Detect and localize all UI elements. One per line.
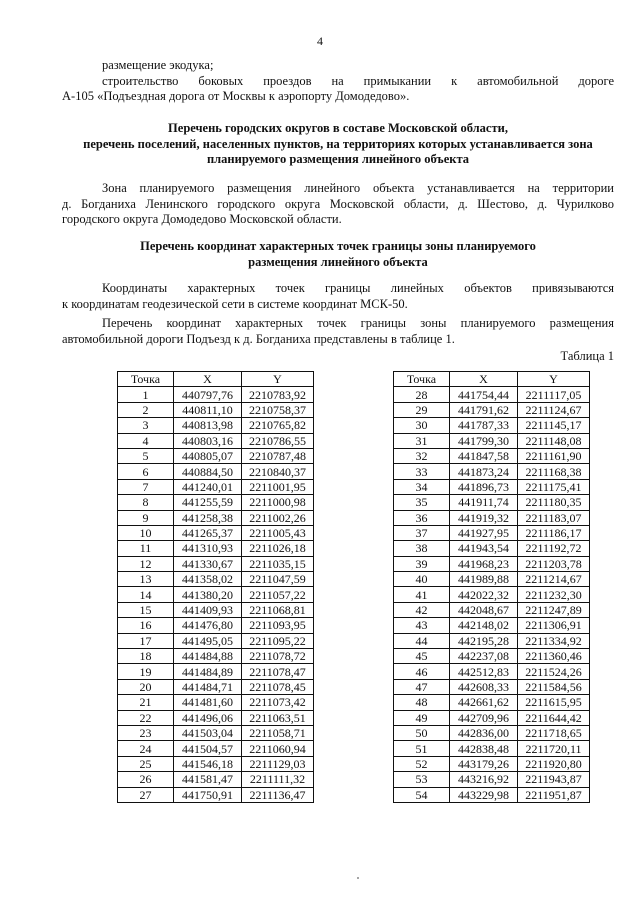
cell-y: 2211035,15 (242, 556, 314, 571)
cell-x: 441484,71 (174, 679, 242, 694)
cell-point: 22 (118, 710, 174, 725)
coords-paragraph (62, 281, 614, 312)
cell-point: 17 (118, 633, 174, 648)
cell-x: 441330,67 (174, 556, 242, 571)
cell-y: 2211068,81 (242, 602, 314, 617)
cell-y: 2211136,47 (242, 787, 314, 802)
zone-line-3: городского округа Домодедово Московской области. (62, 212, 342, 226)
table-row (394, 741, 590, 756)
cell-x: 442237,08 (450, 649, 518, 664)
table-caption: Таблица 1 (560, 349, 614, 363)
cell-x: 442836,00 (450, 725, 518, 740)
cell-y: 2211524,26 (518, 664, 590, 679)
coordinates-table-right (393, 371, 590, 803)
cell-point: 41 (394, 587, 450, 602)
cell-y: 2211111,32 (242, 772, 314, 787)
table-row (118, 787, 314, 802)
cell-x: 441873,24 (450, 464, 518, 479)
cell-point: 27 (118, 787, 174, 802)
cell-point: 42 (394, 602, 450, 617)
table-row (394, 464, 590, 479)
heading-coordinates-line-2: размещения линейного объекта (248, 254, 428, 269)
table-row (118, 741, 314, 756)
cell-point: 4 (118, 433, 174, 448)
cell-point: 18 (118, 649, 174, 664)
list-paragraph (62, 316, 614, 347)
cell-x: 442048,67 (450, 602, 518, 617)
cell-point: 39 (394, 556, 450, 571)
cell-x: 443229,98 (450, 787, 518, 802)
cell-y: 2211063,51 (242, 710, 314, 725)
cell-point: 37 (394, 525, 450, 540)
table-row (118, 695, 314, 710)
cell-y: 2210758,37 (242, 402, 314, 417)
cell-y: 2211095,22 (242, 633, 314, 648)
cell-y: 2211078,45 (242, 679, 314, 694)
cell-y: 2211005,43 (242, 525, 314, 540)
cell-point: 8 (118, 495, 174, 510)
cell-point: 40 (394, 572, 450, 587)
cell-x: 440813,98 (174, 418, 242, 433)
table-row (394, 587, 590, 602)
cell-x: 441989,88 (450, 572, 518, 587)
cell-x: 440805,07 (174, 448, 242, 463)
heading-districts-line-2: перечень поселений, населенных пунктов, на территориях которых устанавливается зона (83, 136, 593, 151)
cell-point: 43 (394, 618, 450, 633)
table-row (118, 495, 314, 510)
cell-y: 2211129,03 (242, 756, 314, 771)
table-row (118, 464, 314, 479)
cell-x: 441310,93 (174, 541, 242, 556)
cell-x: 443216,92 (450, 772, 518, 787)
cell-point: 36 (394, 510, 450, 525)
list-line-2: автомобильной дороги Подъезд к д. Богданиха представлены в таблице 1. (62, 331, 455, 346)
cell-x: 441484,89 (174, 664, 242, 679)
cell-y: 2211180,35 (518, 495, 590, 510)
cell-y: 2211148,08 (518, 433, 590, 448)
table-row (118, 649, 314, 664)
cell-point: 1 (118, 387, 174, 402)
cell-x: 441927,95 (450, 525, 518, 540)
cell-y: 2211000,98 (242, 495, 314, 510)
table-row (394, 572, 590, 587)
table-row (394, 787, 590, 802)
cell-x: 442608,33 (450, 679, 518, 694)
cell-x: 441481,60 (174, 695, 242, 710)
cell-x: 442195,28 (450, 633, 518, 648)
cell-point: 53 (394, 772, 450, 787)
intro-line-2: строительство боковых проездов на примыкании к автомобильной дороге (102, 73, 614, 88)
table-row (394, 602, 590, 617)
scan-speck (357, 877, 359, 879)
table-row (118, 433, 314, 448)
cell-x: 441896,73 (450, 479, 518, 494)
cell-point: 23 (118, 725, 174, 740)
table-body-right (394, 387, 590, 803)
cell-x: 441799,30 (450, 433, 518, 448)
cell-point: 20 (118, 679, 174, 694)
cell-x: 441754,44 (450, 387, 518, 402)
cell-point: 38 (394, 541, 450, 556)
cell-y: 2211247,89 (518, 602, 590, 617)
cell-point: 44 (394, 633, 450, 648)
cell-y: 2211002,26 (242, 510, 314, 525)
cell-point: 12 (118, 556, 174, 571)
intro-line-1: размещение экодука; (102, 58, 214, 72)
cell-point: 13 (118, 572, 174, 587)
list-line-1: Перечень координат характерных точек границы зоны планируемого размещения (102, 316, 614, 330)
cell-x: 441791,62 (450, 402, 518, 417)
cell-y: 2211920,80 (518, 756, 590, 771)
table-row (118, 664, 314, 679)
table-row (394, 710, 590, 725)
header-x: X (450, 372, 518, 387)
table-row (394, 525, 590, 540)
cell-x: 441847,58 (450, 448, 518, 463)
cell-x: 442709,96 (450, 710, 518, 725)
table-row (394, 679, 590, 694)
cell-y: 2211168,38 (518, 464, 590, 479)
cell-y: 2211306,91 (518, 618, 590, 633)
cell-y: 2211951,87 (518, 787, 590, 802)
table-row (394, 756, 590, 771)
cell-x: 443179,26 (450, 756, 518, 771)
table-row (394, 510, 590, 525)
table-row (118, 525, 314, 540)
intro-text (62, 58, 614, 105)
cell-point: 46 (394, 664, 450, 679)
cell-x: 442838,48 (450, 741, 518, 756)
zone-line-1: Зона планируемого размещения линейного объекта устанавливается на территории (102, 181, 614, 195)
cell-x: 441358,02 (174, 572, 242, 587)
cell-point: 3 (118, 418, 174, 433)
cell-point: 29 (394, 402, 450, 417)
table-row (118, 587, 314, 602)
cell-y: 2211047,59 (242, 572, 314, 587)
cell-y: 2211718,65 (518, 725, 590, 740)
table-row (394, 556, 590, 571)
page-number: 4 (317, 34, 323, 48)
cell-y: 2211360,46 (518, 649, 590, 664)
cell-point: 16 (118, 618, 174, 633)
cell-y: 2211145,17 (518, 418, 590, 433)
cell-y: 2211192,72 (518, 541, 590, 556)
cell-y: 2210787,48 (242, 448, 314, 463)
heading-coordinates-line-1: Перечень координат характерных точек границы зоны планируемого (140, 239, 536, 253)
table-row (118, 541, 314, 556)
cell-point: 52 (394, 756, 450, 771)
cell-x: 441968,23 (450, 556, 518, 571)
cell-x: 442022,32 (450, 587, 518, 602)
table-row (118, 510, 314, 525)
cell-point: 47 (394, 679, 450, 694)
cell-point: 34 (394, 479, 450, 494)
heading-districts (62, 121, 614, 168)
cell-y: 2210783,92 (242, 387, 314, 402)
header-x: X (174, 372, 242, 387)
cell-point: 49 (394, 710, 450, 725)
table-row (394, 479, 590, 494)
cell-y: 2211078,47 (242, 664, 314, 679)
cell-x: 441943,54 (450, 541, 518, 556)
table-row (394, 633, 590, 648)
cell-point: 26 (118, 772, 174, 787)
cell-point: 31 (394, 433, 450, 448)
cell-x: 440803,16 (174, 433, 242, 448)
cell-point: 2 (118, 402, 174, 417)
table-row (394, 541, 590, 556)
cell-x: 441495,05 (174, 633, 242, 648)
cell-x: 441504,57 (174, 741, 242, 756)
table-row (118, 772, 314, 787)
table-row (118, 572, 314, 587)
cell-x: 441484,88 (174, 649, 242, 664)
cell-y: 2210840,37 (242, 464, 314, 479)
heading-districts-line-3: планируемого размещения линейного объекта (206, 152, 470, 166)
cell-y: 2210786,55 (242, 433, 314, 448)
cell-point: 5 (118, 448, 174, 463)
table-row (118, 756, 314, 771)
coordinates-table-left (117, 371, 314, 803)
cell-y: 2211060,94 (242, 741, 314, 756)
cell-point: 45 (394, 649, 450, 664)
cell-y: 2211943,87 (518, 772, 590, 787)
cell-point: 32 (394, 448, 450, 463)
table-row (394, 664, 590, 679)
cell-x: 441496,06 (174, 710, 242, 725)
cell-x: 441476,80 (174, 618, 242, 633)
cell-y: 2211720,11 (518, 741, 590, 756)
cell-y: 2211057,22 (242, 587, 314, 602)
cell-y: 2211093,95 (242, 618, 314, 633)
cell-point: 10 (118, 525, 174, 540)
cell-y: 2211073,42 (242, 695, 314, 710)
cell-point: 14 (118, 587, 174, 602)
table-row (394, 725, 590, 740)
cell-point: 15 (118, 602, 174, 617)
table-row (394, 495, 590, 510)
cell-x: 442661,62 (450, 695, 518, 710)
table-row (118, 618, 314, 633)
table-row (118, 602, 314, 617)
heading-coordinates (62, 239, 614, 270)
cell-y: 2211001,95 (242, 479, 314, 494)
cell-x: 441265,37 (174, 525, 242, 540)
coords-line-1: Координаты характерных точек границы линейных объектов привязываются (102, 281, 614, 295)
table-row (394, 649, 590, 664)
table-row (394, 772, 590, 787)
cell-y: 2211124,67 (518, 402, 590, 417)
header-y: Y (242, 372, 314, 387)
table-row (118, 448, 314, 463)
cell-y: 2211026,18 (242, 541, 314, 556)
cell-point: 7 (118, 479, 174, 494)
cell-y: 2211644,42 (518, 710, 590, 725)
cell-point: 24 (118, 741, 174, 756)
header-point: Точка (118, 372, 174, 387)
cell-y: 2211186,17 (518, 525, 590, 540)
cell-point: 11 (118, 541, 174, 556)
table-row (118, 387, 314, 402)
table-row (394, 402, 590, 417)
cell-x: 442512,83 (450, 664, 518, 679)
intro-line-3: А-105 «Подъездная дорога от Москвы к аэропорту Домодедово». (62, 89, 410, 103)
coords-line-2: к координатам геодезической сети в системе координат МСК-50. (62, 296, 408, 311)
cell-point: 54 (394, 787, 450, 802)
cell-x: 441255,59 (174, 495, 242, 510)
cell-y: 2211232,30 (518, 587, 590, 602)
zone-line-2: д. Богданиха Ленинского городского округа Московской области, д. Шестово, д. Чурилково (62, 196, 614, 211)
cell-y: 2211175,41 (518, 479, 590, 494)
cell-x: 441409,93 (174, 602, 242, 617)
cell-point: 21 (118, 695, 174, 710)
table-row (118, 402, 314, 417)
table-row (118, 479, 314, 494)
table-row (118, 418, 314, 433)
table-row (394, 433, 590, 448)
table-row (118, 556, 314, 571)
cell-x: 440884,50 (174, 464, 242, 479)
cell-x: 440811,10 (174, 402, 242, 417)
cell-point: 50 (394, 725, 450, 740)
cell-x: 441750,91 (174, 787, 242, 802)
cell-point: 48 (394, 695, 450, 710)
cell-point: 19 (118, 664, 174, 679)
cell-x: 441581,47 (174, 772, 242, 787)
cell-y: 2211615,95 (518, 695, 590, 710)
heading-districts-line-1: Перечень городских округов в составе Московской области, (168, 121, 508, 135)
cell-x: 441911,74 (450, 495, 518, 510)
table-header-row (394, 372, 590, 387)
cell-x: 441503,04 (174, 725, 242, 740)
cell-point: 51 (394, 741, 450, 756)
cell-y: 2211183,07 (518, 510, 590, 525)
cell-x: 441258,38 (174, 510, 242, 525)
cell-point: 9 (118, 510, 174, 525)
cell-y: 2211078,72 (242, 649, 314, 664)
cell-y: 2211161,90 (518, 448, 590, 463)
table-row (394, 448, 590, 463)
cell-y: 2211334,92 (518, 633, 590, 648)
table-row (394, 618, 590, 633)
cell-point: 33 (394, 464, 450, 479)
cell-x: 441380,20 (174, 587, 242, 602)
header-point: Точка (394, 372, 450, 387)
cell-x: 441240,01 (174, 479, 242, 494)
cell-x: 441787,33 (450, 418, 518, 433)
cell-point: 30 (394, 418, 450, 433)
table-row (118, 725, 314, 740)
cell-x: 440797,76 (174, 387, 242, 402)
cell-x: 442148,02 (450, 618, 518, 633)
table-row (394, 418, 590, 433)
table-body-left (118, 387, 314, 803)
cell-y: 2211058,71 (242, 725, 314, 740)
cell-point: 28 (394, 387, 450, 402)
cell-y: 2211117,05 (518, 387, 590, 402)
table-row (118, 633, 314, 648)
cell-y: 2211584,56 (518, 679, 590, 694)
table-header-row (118, 372, 314, 387)
cell-y: 2211214,67 (518, 572, 590, 587)
header-y: Y (518, 372, 590, 387)
cell-point: 6 (118, 464, 174, 479)
cell-point: 25 (118, 756, 174, 771)
cell-x: 441919,32 (450, 510, 518, 525)
table-row (394, 387, 590, 402)
cell-y: 2210765,82 (242, 418, 314, 433)
table-row (118, 710, 314, 725)
zone-paragraph (62, 181, 614, 228)
cell-x: 441546,18 (174, 756, 242, 771)
table-row (118, 679, 314, 694)
table-row (394, 695, 590, 710)
cell-y: 2211203,78 (518, 556, 590, 571)
cell-point: 35 (394, 495, 450, 510)
